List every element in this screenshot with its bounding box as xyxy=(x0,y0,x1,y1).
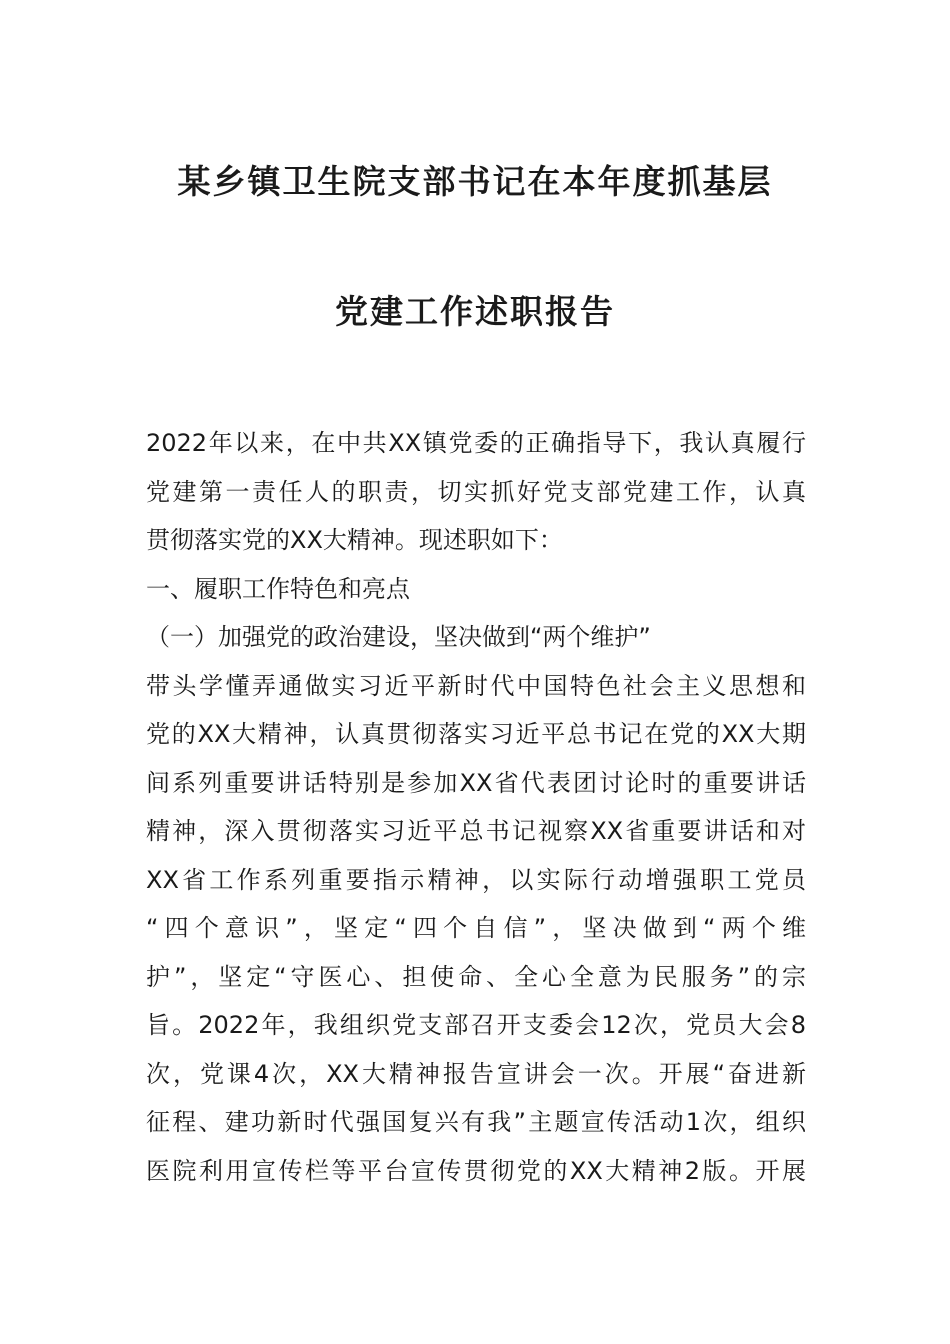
document-title-line-1: 某乡镇卫生院支部书记在本年度抓基层 xyxy=(177,162,773,201)
body-line: 旨。2022年，我组织党支部召开支委会12次，党员大会8 xyxy=(146,1011,806,1039)
document-title-line-2: 党建工作述职报告 xyxy=(335,292,615,331)
body-line: 党建第一责任人的职责，切实抓好党支部党建工作，认真 xyxy=(146,477,806,506)
body-line: 党的XX大精神，认真贯彻落实习近平总书记在党的XX大期 xyxy=(146,720,806,748)
body-line: 2022年以来，在中共XX镇党委的正确指导下，我认真履行 xyxy=(146,429,806,457)
subsection-heading: （一）加强党的政治建设，坚决做到“两个维护” xyxy=(146,623,651,651)
document-body xyxy=(146,423,806,1199)
body-line: 贯彻落实党的XX大精神。现述职如下： xyxy=(146,526,563,554)
body-line: XX省工作系列重要指示精神，以实际行动增强职工党员 xyxy=(146,865,806,894)
body-line: 医院利用宣传栏等平台宣传贯彻党的XX大精神2版。开展 xyxy=(146,1156,806,1185)
body-line: 征程、建功新时代强国复兴有我”主题宣传活动1次，组织 xyxy=(146,1108,806,1136)
body-line: “四个意识”，坚定“四个自信”，坚决做到“两个维 xyxy=(146,914,806,942)
section-heading: 一、履职工作特色和亮点 xyxy=(146,574,410,603)
body-line: 带头学懂弄通做实习近平新时代中国特色社会主义思想和 xyxy=(146,671,806,700)
body-line: 精神，深入贯彻落实习近平总书记视察XX省重要讲话和对 xyxy=(146,817,806,845)
body-line: 次，党课4次，XX大精神报告宣讲会一次。开展“奋进新 xyxy=(146,1059,806,1088)
body-line: 间系列重要讲话特别是参加XX省代表团讨论时的重要讲话 xyxy=(146,768,806,797)
body-line: 护”，坚定“守医心、担使命、全心全意为民服务”的宗 xyxy=(146,962,806,991)
